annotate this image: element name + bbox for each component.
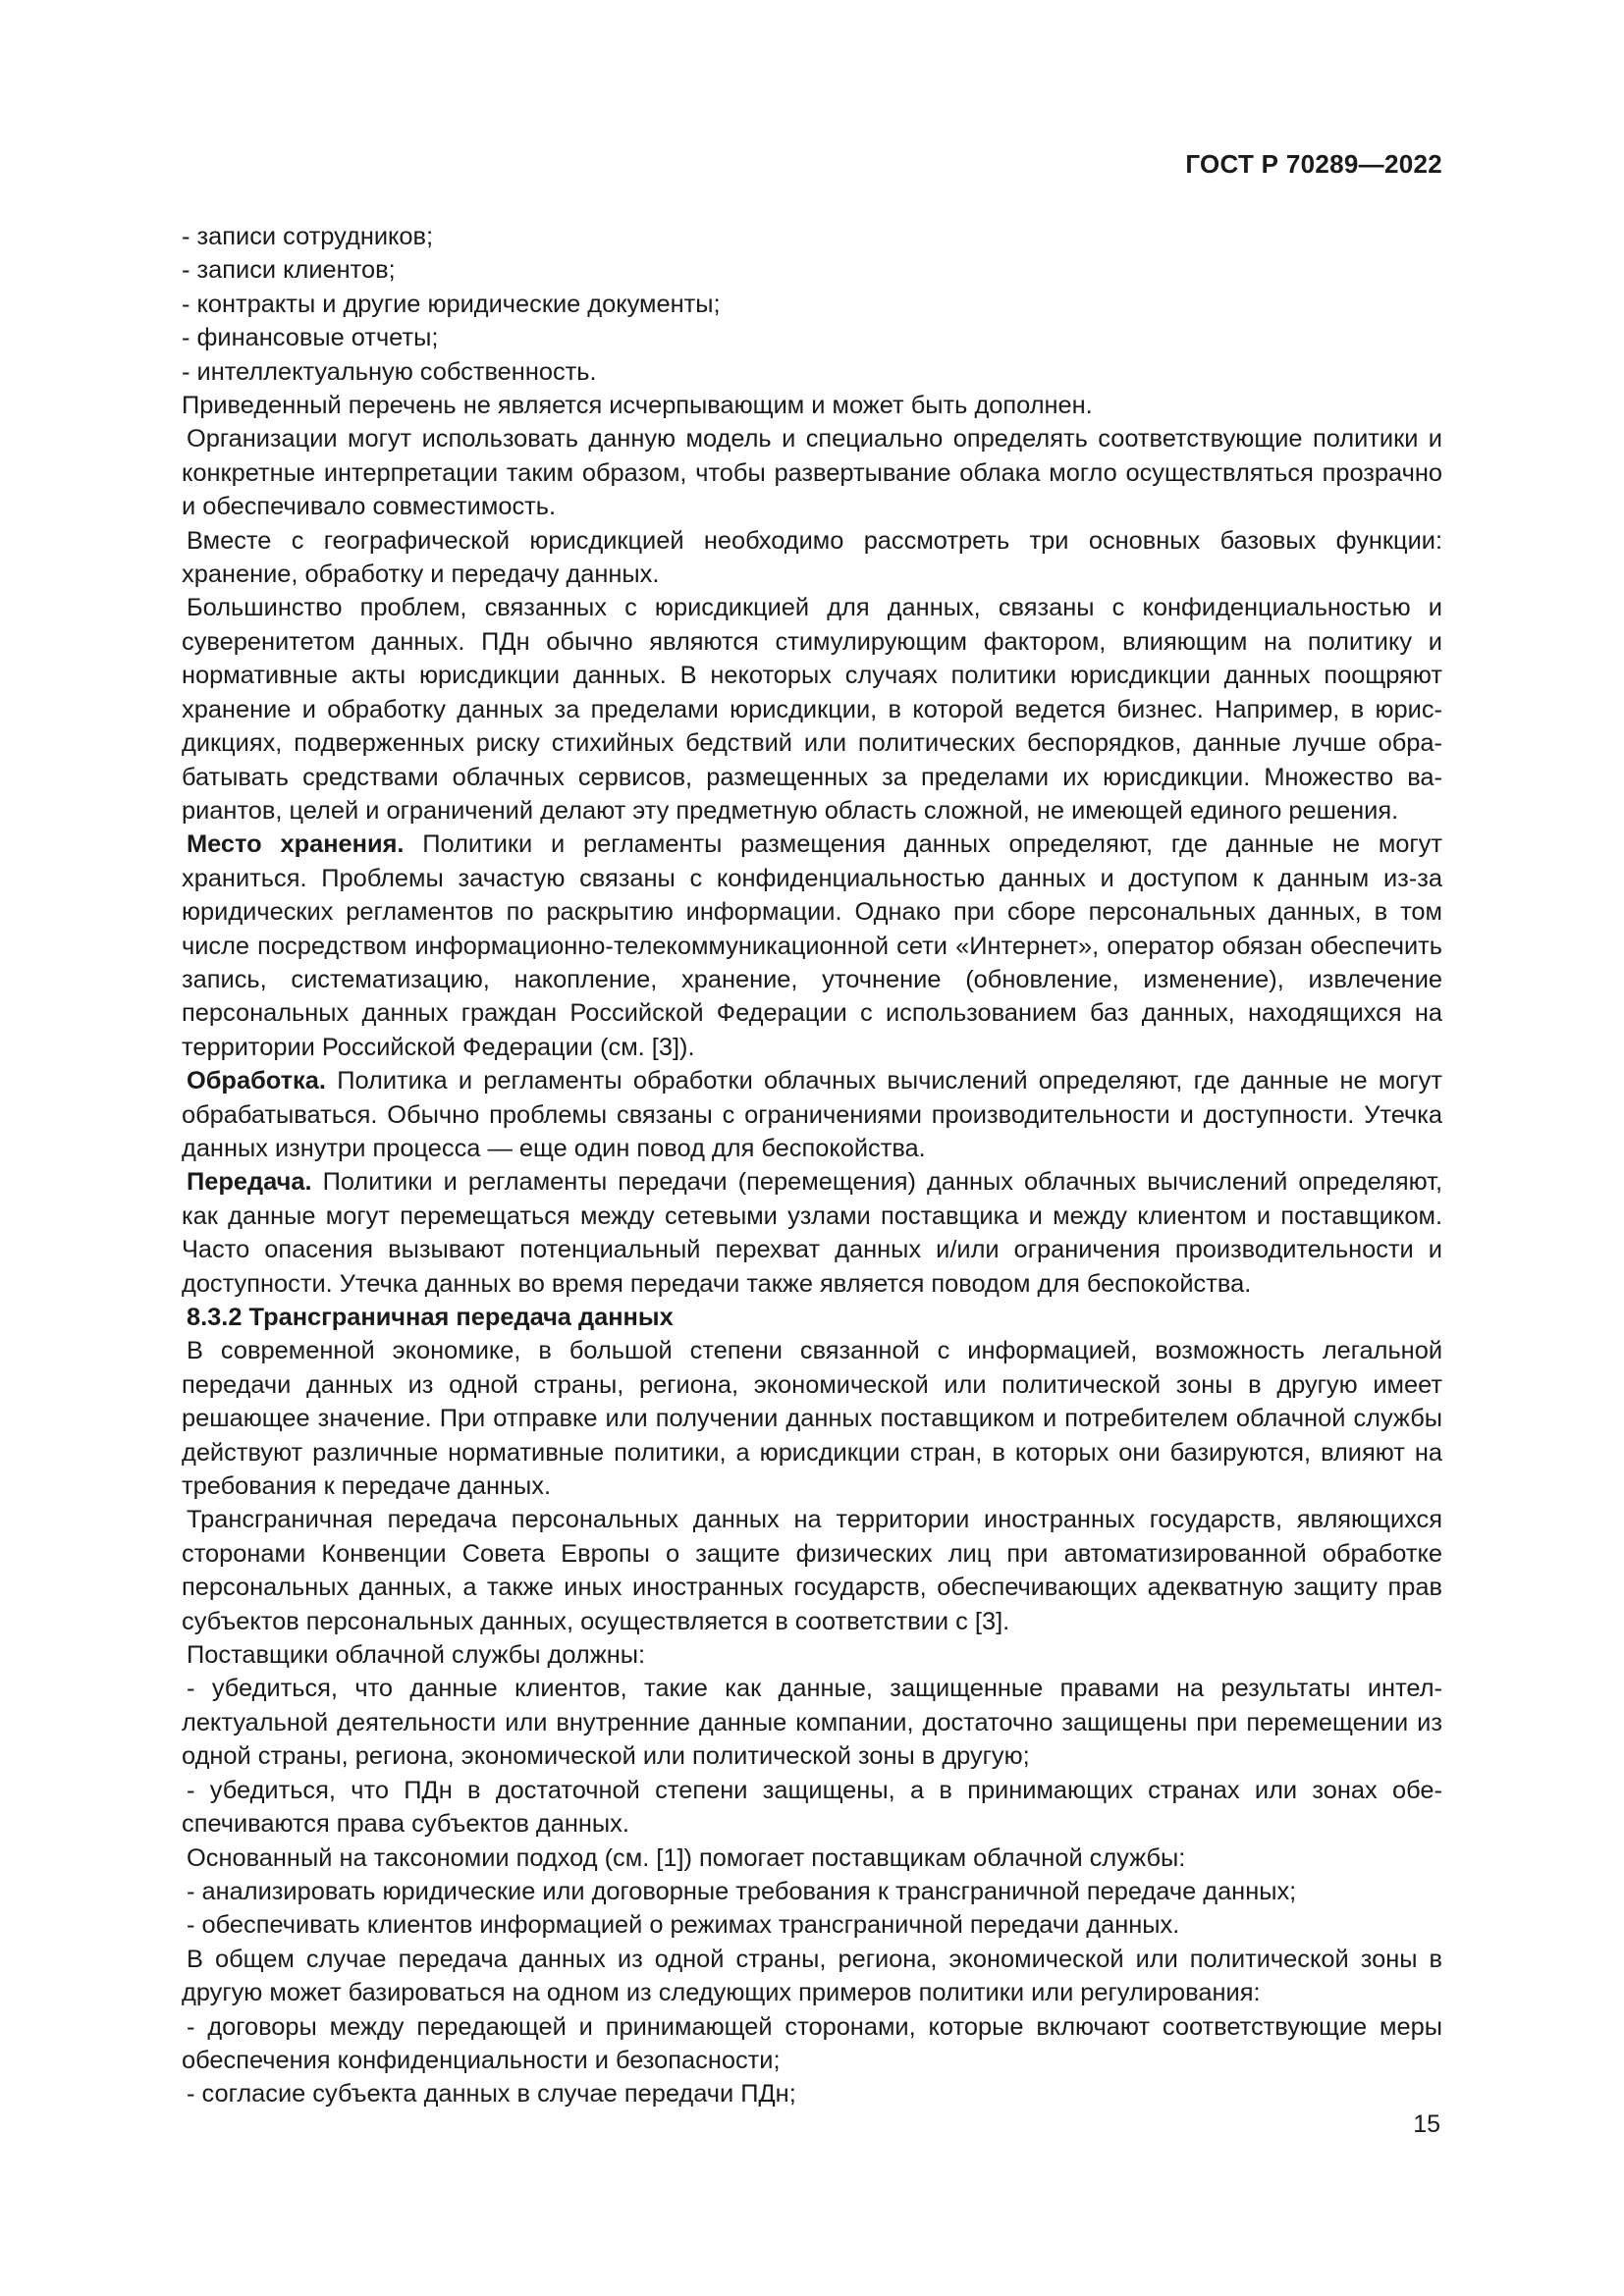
list-item: - убедиться, что данные клиентов, такие как данные, защищенные правами на результаты интеллектуальной деятельности или внутренние данные компании, достаточно защищены при перемещении из одной страны, региона, экономической или политической зоны в другую; [182, 1675, 1442, 1771]
organizations-paragraph: Организации могут использовать данную модель и специально определять соответствующие политики и конкретные интерпретации таким образом, чтобы развертывание облака могло осуществляться прозрачно и обеспечивало совместимость. [182, 425, 1442, 521]
providers-paragraph: Поставщики облачной службы должны: [187, 1641, 646, 1670]
geography-paragraph: Вместе с географической юрисдикцией необходимо рассмотреть три основных базовых функции: хранение, обработку и передачу данных. [182, 526, 1442, 589]
list-item: - анализировать юридические или договорные требования к трансграничной передаче данных; [187, 1877, 1297, 1905]
processing-title: Обработка. [187, 1067, 326, 1095]
list-item: - обеспечивать клиентов информацией о режимах трансграничной передачи данных. [187, 1911, 1180, 1940]
list-item: - договоры между передающей и принимающей сторонами, которые включают соответствующие меры обеспечения конфиденциальности и безопасности; [182, 2012, 1442, 2074]
crossborder-paragraph: Трансграничная передача персональных данных на территории иностранных государств, являющихся сторонами Конвенции Совета Европы о защите физических лиц при автоматизированной обработке персональных данных, а также иных иностранных государств, обеспечивающих адекватную защиту прав субъектов персональных данных, осуществляется в соответствии с [3]. [182, 1506, 1442, 1635]
processing-paragraph: Обработка. Политика и регламенты обработки облачных вычислений определяют, где данные не могут обрабатываться. Обычно проблемы связаны с ограничениями производительности и доступности. Утечка данных изнутри процесса — еще один повод для беспокойства. [182, 1067, 1442, 1162]
list-item: - записи клиентов; [182, 256, 396, 285]
list-item: - интеллектуальную собственность. [182, 357, 597, 386]
list-note-paragraph: Приведенный перечень не является исчерпывающим и может быть дополнен. [182, 392, 1093, 420]
body-text [182, 220, 1442, 2111]
list-item: - контракты и другие юридические документы; [182, 290, 721, 318]
general-paragraph: В общем случае передача данных из одной страны, региона, экономической или политической зоны в другую может базироваться на одном из следующих примеров политики или регулирования: [182, 1945, 1442, 2007]
document-code-header: ГОСТ Р 70289—2022 [1185, 149, 1442, 179]
page-number: 15 [1413, 2110, 1440, 2138]
problems-paragraph: Большинство проблем, связанных с юрисдикцией для данных, связаны с конфиденциальностью и суверенитетом данных. ПДн обычно являются стимулирующим фактором, влияющим на политику и нормативные акты юрисдикции данных. В некоторых случаях политики юрисдикции данных поощряют хранение и обработку данных за пределами юрисдикции, в которой ведется бизнес. Например, в юрисдикциях, подверженных риску стихийных бедствий или политических беспорядков, данные лучше обрабатывать средствами облачных сервисов, размещенных за пределами их юрисдикции. Множество вариантов, целей и ограничений делают эту предметную область сложной, не имеющей единого решения. [182, 594, 1442, 825]
list-item: - согласие субъекта данных в случае передачи ПДн; [187, 2080, 796, 2109]
storage-paragraph: Место хранения. Политики и регламенты размещения данных определяют, где данные не могут храниться. Проблемы зачастую связаны с конфиденциальностью данных и доступом к данным из-за юридических регламентов по раскрытию информации. Однако при сборе персональных данных, в том числе посредством информационно-телекоммуникационной сети «Интернет», оператор обязан обеспечить запись, систематизацию, накопление, хранение, уточнение (обновление, изменение), извлечение персональных данных граждан Российской Федерации с использованием баз данных, находящихся на территории Российской Федерации (см. [3]). [182, 830, 1443, 1061]
section-heading: 8.3.2 Трансграничная передача данных [187, 1304, 674, 1331]
economy-paragraph: В современной экономике, в большой степени связанной с информацией, возможность легальной передачи данных из одной страны, региона, экономической или политической зоны в другую имеет решающее значение. При отправке или получении данных поставщиком и потребителем облачной службы действуют различные нормативные политики, а юрисдикции стран, в которых они базируются, влияют на требования к передаче данных. [182, 1337, 1442, 1501]
list-item: - убедиться, что ПДн в достаточной степени защищены, а в принимающих странах или зонах обеспечиваются права субъектов данных. [182, 1776, 1442, 1839]
transfer-title: Передача. [187, 1168, 312, 1197]
list-item: - записи сотрудников; [182, 223, 434, 250]
storage-title: Место хранения. [187, 830, 405, 859]
taxonomy-paragraph: Основанный на таксономии подход (см. [1]) помогает поставщикам облачной службы: [187, 1843, 1186, 1872]
list-item: - финансовые отчеты; [182, 324, 439, 352]
transfer-paragraph: Передача. Политики и регламенты передачи (перемещения) данных облачных вычислений определяют, как данные могут перемещаться между сетевыми узлами поставщика и между клиентом и поставщиком. Часто опасения вызывают потенциальный перехват данных и/или ограничения производительности и доступности. Утечка данных во время передачи также является поводом для беспокойства. [182, 1168, 1442, 1298]
